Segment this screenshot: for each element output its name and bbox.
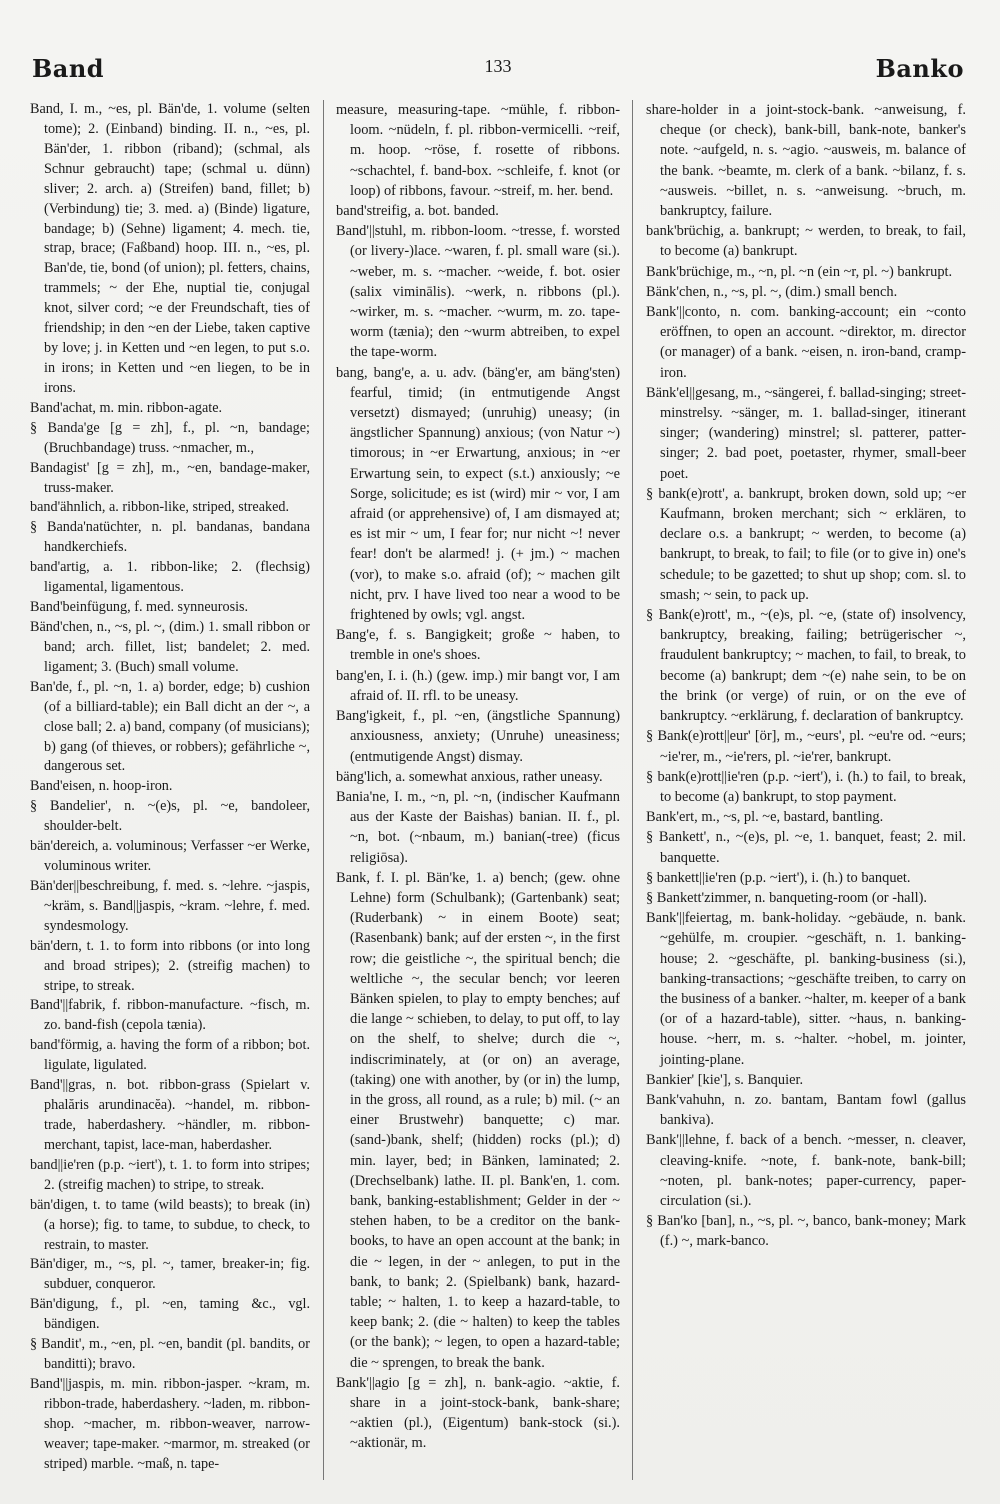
column-divider xyxy=(632,100,633,1480)
dictionary-entry: Bankier' [kie'], s. Banquier. xyxy=(646,1071,804,1088)
dictionary-entry: Band'||fabrik, f. ribbon-manufacture. ~fisch, m. zo. band-fish (cepola tænia). xyxy=(30,997,310,1034)
dictionary-entry: Bank'||agio [g = zh], n. bank-agio. ~aktie, f. share in a joint-stock-bank, bank-share; ~aktien (pl.), (Eigentum) bank-stock (si.). ~aktionär, m. xyxy=(336,1374,620,1452)
dictionary-entry: Bän'der||beschreibung, f. med. s. ~lehre. ~jaspis, ~kräm, s. Band||jaspis, ~kram. ~lehre, f. med. syndesmology. xyxy=(30,877,310,934)
dictionary-entry: § Banda'natüchter, n. pl. bandanas, bandana handkerchiefs. xyxy=(30,519,310,556)
dictionary-entry: Bän'diger, m., ~s, pl. ~, tamer, breaker-in; fig. subduer, conqueror. xyxy=(30,1256,310,1293)
column-1 xyxy=(30,100,310,1490)
dictionary-entry: Bandagist' [g = zh], m., ~en, bandage-maker, truss-maker. xyxy=(30,459,310,496)
dictionary-entry: Bänk'chen, n., ~s, pl. ~, (dim.) small bench. xyxy=(646,283,898,300)
dictionary-entry: Band'achat, m. min. ribbon-agate. xyxy=(30,399,223,416)
dictionary-entry: Band'||stuhl, m. ribbon-loom. ~tresse, f. worsted (or livery-)lace. ~waren, f. pl. small ware (si.). ~weber, m. s. ~macher. ~weide, f. bot. osier (salix viminālis). ~werk, n. ribbons (pl.). ~wirker, m. s. ~macher. ~wurm, m. zo. tape-worm (tænia); den ~wurm abtreiben, to expel the tape-worm. xyxy=(336,223,620,361)
dictionary-entry: Band'eisen, n. hoop-iron. xyxy=(30,778,173,795)
dictionary-entry: Bank'||conto, n. com. banking-account; ein ~conto eröffnen, to open an account. ~direktor, m. director (or manager) of a bank. ~eisen, n. iron-band, cramp-iron. xyxy=(646,304,966,381)
dictionary-entry: share-holder in a joint-stock-bank. ~anweisung, f. cheque (or check), bank-bill, bank-note, banker's note. ~aufgeld, n. s. ~agio. ~ausweis, m. balance of the bank. ~beamte, m. clerk of a bank. ~bilanz, f. s. ~ausweis. ~billet, n. s. ~anweisung. ~bruch, m. bankruptcy, failure. xyxy=(646,102,966,220)
dictionary-entry: band'streifig, a. bot. banded. xyxy=(336,203,499,220)
dictionary-entry: Bänd'chen, n., ~s, pl. ~, (dim.) 1. small ribbon or band; arch. fillet, list; bandelet; 2. med. ligament; 3. (Buch) small volume. xyxy=(30,618,310,675)
dictionary-entry: § Bandelier', n. ~(e)s, pl. ~e, bandoleer, shoulder-belt. xyxy=(30,798,310,835)
dictionary-entry: § bankett||ie'ren (p.p. ~iert'), i. (h.) to banquet. xyxy=(646,869,911,886)
dictionary-entry: bäng'lich, a. somewhat anxious, rather uneasy. xyxy=(336,768,603,785)
dictionary-entry: Bania'ne, I. m., ~n, pl. ~n, (indischer Kaufmann aus der Kaste der Baishas) banian. II. f., pl. ~n, bot. (~nbaum, m.) banian(-tree) (ficus religiōsa). xyxy=(336,788,620,866)
dictionary-entry: Band'||gras, n. bot. ribbon-grass (Spielart v. phalăris arundinacĕa). ~handel, m. ribbon-trade, haberdashery. ~händler, m. ribbon-merchant, tapist, lace-man, haberdasher. xyxy=(30,1077,310,1153)
page-header xyxy=(32,50,964,84)
dictionary-entry: Bank'vahuhn, n. zo. bantam, Bantam fowl (gallus bankiva). xyxy=(646,1091,966,1129)
dictionary-entry: § Ban'ko [ban], n., ~s, pl. ~, banco, bank-money; Mark (f.) ~, mark-banco. xyxy=(646,1213,966,1250)
page-number: 133 xyxy=(484,56,512,76)
dictionary-entry: Bang'e, f. s. Bangigkeit; große ~ haben, to tremble in one's shoes. xyxy=(336,627,620,664)
dictionary-entry: Ban'de, f., pl. ~n, 1. a) border, edge; b) cushion (of a billiard-table); ein Ball dicht an der ~, a close ball; 2. a) band, company (of musicians); b) gang (of thieves, or robbers); gefährliche ~, dangerous set. xyxy=(30,678,310,775)
right-guide-word: Banko xyxy=(875,54,964,83)
column-divider xyxy=(323,100,324,1480)
dictionary-entry: Bank, f. I. pl. Bän'ke, 1. a) bench; (gew. ohne Lehne) form (Schulbank); (Gartenbank) seat; (Ruderbank) ~ in einem Boote) seat; (Rasenbank) bank; auf der ersten ~, in the first row; die geistliche ~, the spiritual bench; die weltliche ~, the secular bench; vor leeren Bänken spielen, to play to empty benches; auf die lange ~ schieben, to delay, to put off, to lay on the shelf, to shelve; durch die ~, indiscriminately, at (or on) an average, (taking) one with another, by (or in) the lump, in the gross, all round, as a rule; b) mil. (~ an einer Brustwehr) banquette; c) mar. (sand-)bank, shelf; (hidden) rocks (pl.); d) min. layer, bed; in Bänken, laminated; 2. (Drechselbank) lathe. II. pl. Bank'en, 1. com. bank, banking-establishment; Gelder in der ~ stehen haben, to be a creditor on the bank-books, to have an open account at the bank; in die ~ legen, in der ~ anlegen, to put in the bank, to bank; 2. (Spielbank) bank, hazard-table; ~ halten, 1. to keep a hazard-table, to keep bank; 2. (die ~ halten) to keep the tables (or the bank); ~ legen, to open a hazard-table; die ~ sprengen, to break the bank. xyxy=(336,869,620,1371)
dictionary-entry: Band'||jaspis, m. min. ribbon-jasper. ~kram, m. ribbon-trade, haberdashery. ~laden, m. ribbon-shop. ~macher, m. ribbon-weaver, narrow-weaver; tape-maker. ~marmor, m. streaked (or striped) marble. ~maß, n. tape- xyxy=(30,1376,310,1472)
dictionary-entry: Bank'ert, m., ~s, pl. ~e, bastard, bantling. xyxy=(646,809,884,826)
dictionary-entry: band'förmig, a. having the form of a ribbon; bot. ligulate, ligulated. xyxy=(30,1037,310,1074)
dictionary-entry: Bang'igkeit, f., pl. ~en, (ängstliche Spannung) anxiousness, anxiety; (Unruhe) uneasiness; (entmutigende Angst) dismay. xyxy=(336,708,620,765)
dictionary-entry: bän'digen, t. to tame (wild beasts); to break (in) (a horse); fig. to tame, to subdue, to check, to restrain, to master. xyxy=(30,1196,310,1253)
dictionary-entry: § Bank(e)rott||eur' [ör], m., ~eurs', pl. ~eu're od. ~eurs; ~ie'rer, m., ~ie'rers, pl. ~ie'rer, bankrupt. xyxy=(646,728,966,765)
dictionary-entry: Bän'digung, f., pl. ~en, taming &c., vgl. bändigen. xyxy=(30,1296,310,1333)
dictionary-entry: bank'brüchig, a. bankrupt; ~ werden, to break, to fail, to become (a) bankrupt. xyxy=(646,223,966,260)
dictionary-entry: § bank(e)rott||ie'ren (p.p. ~iert'), i. (h.) to fail, to break, to become (a) bankrupt, to stop payment. xyxy=(646,768,966,805)
dictionary-entry: bang'en, I. i. (h.) (gew. imp.) mir bangt vor, I am afraid of. II. rfl. to be uneasy. xyxy=(336,667,620,704)
dictionary-entry: § Bankett', n., ~(e)s, pl. ~e, 1. banquet, feast; 2. mil. banquette. xyxy=(646,829,966,866)
column-2 xyxy=(336,100,620,1490)
dictionary-entry: Bank'brüchige, m., ~n, pl. ~n (ein ~r, pl. ~) bankrupt. xyxy=(646,263,953,280)
dictionary-entry: band||ie'ren (p.p. ~iert'), t. 1. to form into stripes; 2. (streifig machen) to stripe, to streak. xyxy=(30,1156,310,1193)
dictionary-entry: § bank(e)rott', a. bankrupt, broken down, sold up; ~er Kaufmann, broken merchant; sich ~ erklären, to declare o.s. a bankrupt; ~ werden, to become (a) bankrupt, to break, to fail; to file (or to give in) one's schedule; to be gazetted; to shut up shop; com. sl. to smash; ~ sein, to pack up. xyxy=(646,485,966,603)
dictionary-entry: bän'dereich, a. voluminous; Verfasser ~er Werke, voluminous writer. xyxy=(30,838,310,875)
column-3 xyxy=(646,100,966,1490)
dictionary-entry: Bank'||lehne, f. back of a bench. ~messer, n. cleaver, cleaving-knife. ~note, f. bank-note, bank-bill; ~noten, pl. bank-notes; paper-currency, paper-circulation (si.). xyxy=(646,1132,966,1209)
dictionary-entry: Band, I. m., ~es, pl. Bän'de, 1. volume (selten tome); 2. (Einband) binding. II. n., ~es, pl. Bän'der, 1. ribbon (riband); (schmal, als Schnur gebraucht) tape; (schmal u. dünn) sliver; 2. arch. a) (Streifen) band, fillet; b) (Verbindung) tie; 3. med. a) (Binde) ligature, bandage; b) (Sehne) ligament; 4. mech. tie, strap, brace; (Faßband) hoop. III. n., ~es, pl. Ban'de, tie, bond (of union); pl. fetters, chains, trammels; ~ der Ehe, nuptial tie, conjugal knot, silver cord; ~e der Freundschaft, ties of friendship; in den ~en der Liebe, taken captive by love; j. in Ketten und ~en legen, to put s.o. in irons; in Ketten und ~en liegen, to be in irons. xyxy=(30,101,310,396)
dictionary-entry: band'ähnlich, a. ribbon-like, striped, streaked. xyxy=(30,499,290,516)
dictionary-entry: Bänk'el||gesang, m., ~sängerei, f. ballad-singing; street-minstrelsy. ~sänger, m. 1. ballad-singer, itinerant singer; (wandering) minstrel; sl. patterer, patter-singer; 2. bad poet, poetaster, rhymer, small-beer poet. xyxy=(646,384,966,482)
dictionary-entry: band'artig, a. 1. ribbon-like; 2. (flechsig) ligamental, ligamentous. xyxy=(30,559,310,596)
dictionary-entry: § Bank(e)rott', m., ~(e)s, pl. ~e, (state of) insolvency, bankruptcy, breaking, failing; betrügerischer ~, fraudulent bankruptcy; ~ machen, to fail, to break, to become (a) bankrupt; dem ~(e) nahe sein, to be on the brink (or verge) of ruin, or on the eve of bankruptcy. ~erklärung, f. declaration of bankruptcy. xyxy=(646,607,966,725)
dictionary-entry: Band'beinfügung, f. med. synneurosis. xyxy=(30,599,249,616)
dictionary-entry: measure, measuring-tape. ~mühle, f. ribbon-loom. ~nüdeln, f. pl. ribbon-vermicelli. ~reif, m. hoop. ~röse, f. rosette of ribbons. ~schachtel, f. band-box. ~schleife, f. knot (or loop) of ribbons, favour. ~streif, m. her. bend. xyxy=(336,102,620,199)
dictionary-entry: § Bankett'zimmer, n. banqueting-room (or -hall). xyxy=(646,889,927,906)
dictionary-entry: § Bandit', m., ~en, pl. ~en, bandit (pl. bandits, or banditti); bravo. xyxy=(30,1336,310,1373)
left-guide-word: Band xyxy=(32,54,105,83)
dictionary-entry: bang, bang'e, a. u. adv. (bäng'er, am bäng'sten) fearful, timid; (in entmutigende Angst versetzt) dismayed; (unruhig) uneasy; (in ängstlicher Spannung) anxious; (von Natur ~) timorous; in ~er Erwartung, anxious; in ~er Erwartung sein, to expect (s.t.) anxiously; ~e Sorge, solicitude; es ist (wird) mir ~ vor, I am afraid (or apprehensive) of, I am dismayed at; es ist mir ~ um, I fear for; nur nicht ~! never fear! don't be alarmed! j. (+ jm.) ~ machen (vor), to make s.o. afraid (of); ~ machen gilt nicht, prv. I have lived too near a wood to be frightened by owls; vgl. angst. xyxy=(336,364,620,624)
dictionary-entry: Bank'||feiertag, m. bank-holiday. ~gebäude, n. bank. ~gehülfe, m. croupier. ~geschäft, n. 1. banking-house; 2. ~geschäfte, pl. banking-business (si.), banking-transactions; ~geschäfte treiben, to carry on the business of a banker. ~halter, m. keeper of a bank (or of a hazard-table), sitter. ~haus, n. banking-house. ~herr, m. s. ~halter. ~hobel, m. jointer, jointing-plane. xyxy=(646,910,966,1068)
dictionary-entry: § Banda'ge [g = zh], f., pl. ~n, bandage; (Bruchbandage) truss. ~nmacher, m., xyxy=(30,419,310,456)
dictionary-entry: bän'dern, t. 1. to form into ribbons (or into long and broad stripes); 2. (streifig machen) to stripe, to streak. xyxy=(30,937,310,994)
